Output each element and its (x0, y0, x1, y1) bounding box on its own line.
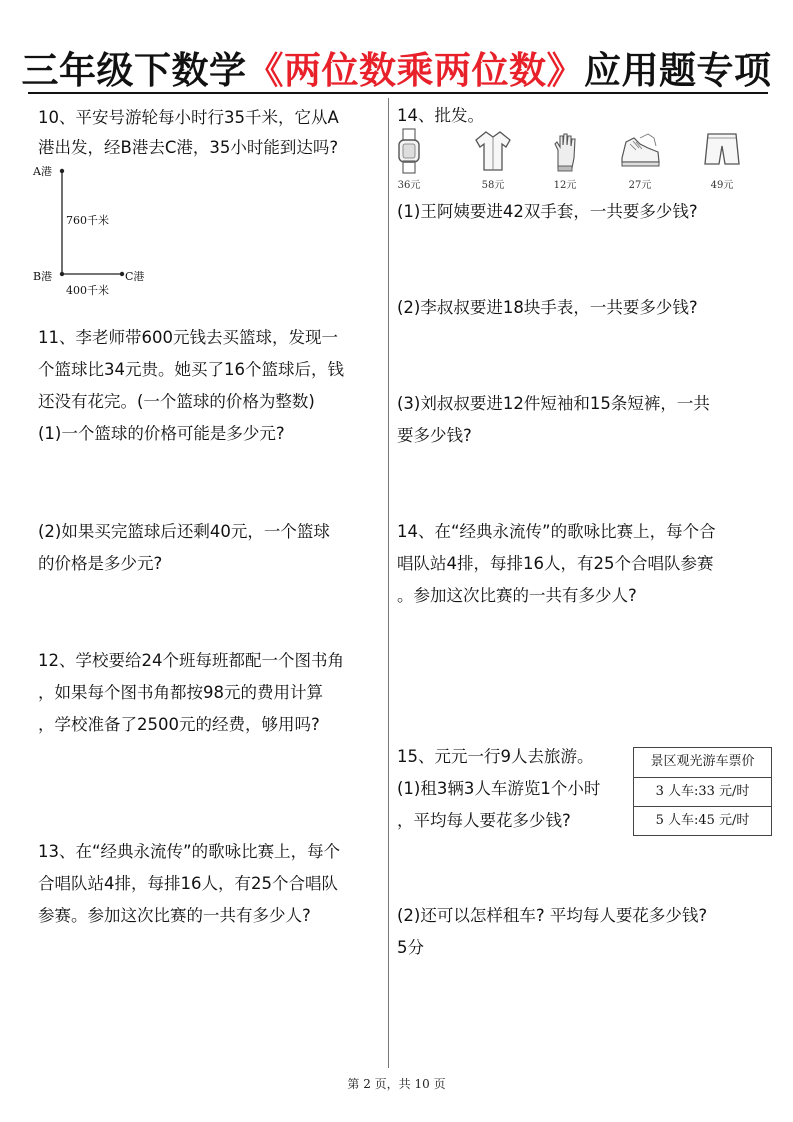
q15-sub1-line1: (1)租3辆3人车游览1个小时 (397, 779, 601, 798)
glove-price: 12元 (553, 180, 577, 191)
q11-line2: 个篮球比34元贵。她买了16个篮球后，钱 (38, 360, 344, 379)
item-shorts (692, 128, 752, 191)
q15-sub1-line2: ，平均每人要花多少钱? (397, 811, 571, 830)
q11-sub2-line2: 的价格是多少元? (38, 554, 163, 573)
q11-sub2-line1: (2)如果买完篮球后还剩40元，一个篮球 (38, 522, 330, 541)
item-shirt (463, 128, 523, 191)
q14a-sub3-line2: 要多少钱? (397, 426, 472, 445)
sneaker-icon (618, 128, 662, 174)
bc-distance-label: 400千米 (66, 284, 109, 297)
q14a-sub2: (2)李叔叔要进18块手表，一共要多少钱? (397, 298, 698, 317)
q12-line3: ，学校准备了2500元的经费，够用吗? (38, 715, 320, 734)
shirt-icon (473, 128, 513, 174)
q10-line1: 10、平安号游轮每小时行35千米，它从A (38, 108, 339, 127)
port-a-label: A港 (33, 165, 52, 178)
q12-line2: ，如果每个图书角都按98元的费用计算 (38, 683, 323, 702)
ab-distance-label: 760千米 (66, 214, 109, 227)
title-suffix: 应用题专项 (584, 49, 772, 92)
port-c-label: C港 (125, 270, 145, 283)
item-sneaker (610, 128, 670, 191)
column-divider (388, 98, 389, 1068)
shirt-price: 58元 (481, 180, 505, 191)
q11-line3: 还没有花完。(一个篮球的价格为整数) (38, 392, 315, 411)
title-highlight: 《两位数乘两位数》 (246, 49, 584, 92)
glove-icon (550, 128, 580, 174)
q15-line1: 15、元元一行9人去旅游。 (397, 747, 594, 766)
q13-line1: 13、在“经典永流传”的歌咏比赛上，每个 (38, 842, 341, 861)
shorts-icon (702, 128, 742, 174)
q13-line3: 参赛。参加这次比赛的一共有多少人? (38, 906, 311, 925)
q13-line2: 合唱队站4排，每排16人，有25个合唱队 (38, 874, 338, 893)
page-title (0, 40, 793, 94)
title-prefix: 三年级下数学 (21, 49, 247, 92)
q14b-line2: 唱队站4排，每排16人，有25个合唱队参赛 (397, 554, 714, 573)
item-watch (379, 128, 439, 191)
item-glove (535, 128, 595, 191)
title-divider (28, 92, 768, 94)
q10-line2: 港出发，经B港去C港，35小时能到达吗? (38, 138, 339, 157)
page-number: 第 2 页，共 10 页 (347, 1077, 446, 1091)
q14a-sub3-line1: (3)刘叔叔要进12件短袖和15条短裤，一共 (397, 394, 710, 413)
q14a-heading: 14、批发。 (397, 106, 484, 125)
q14b-line1: 14、在“经典永流传”的歌咏比赛上，每个合 (397, 522, 716, 541)
fare-table-row-3-seat: 3 人车:33 元/时 (634, 777, 771, 806)
q11-sub1: (1)一个篮球的价格可能是多少元? (38, 424, 285, 443)
fare-table-row-5-seat: 5 人车:45 元/时 (634, 806, 771, 835)
q14b-line3: 。参加这次比赛的一共有多少人? (397, 586, 637, 605)
q11-line1: 11、李老师带600元钱去买篮球，发现一 (38, 328, 338, 347)
fare-table-header: 景区观光游车票价 (650, 754, 755, 769)
fare-table (633, 747, 772, 836)
q15-score: 5分 (397, 938, 424, 957)
q15-sub2: (2)还可以怎样租车? 平均每人要花多少钱? (397, 906, 708, 925)
shorts-price: 49元 (710, 180, 734, 191)
watch-price: 36元 (397, 180, 421, 191)
q12-line1: 12、学校要给24个班每班都配一个图书角 (38, 651, 344, 670)
q14a-sub1: (1)王阿姨要进42双手套，一共要多少钱? (397, 202, 698, 221)
watch-icon (394, 128, 424, 174)
port-b-label: B港 (33, 270, 53, 283)
sneaker-price: 27元 (628, 180, 652, 191)
